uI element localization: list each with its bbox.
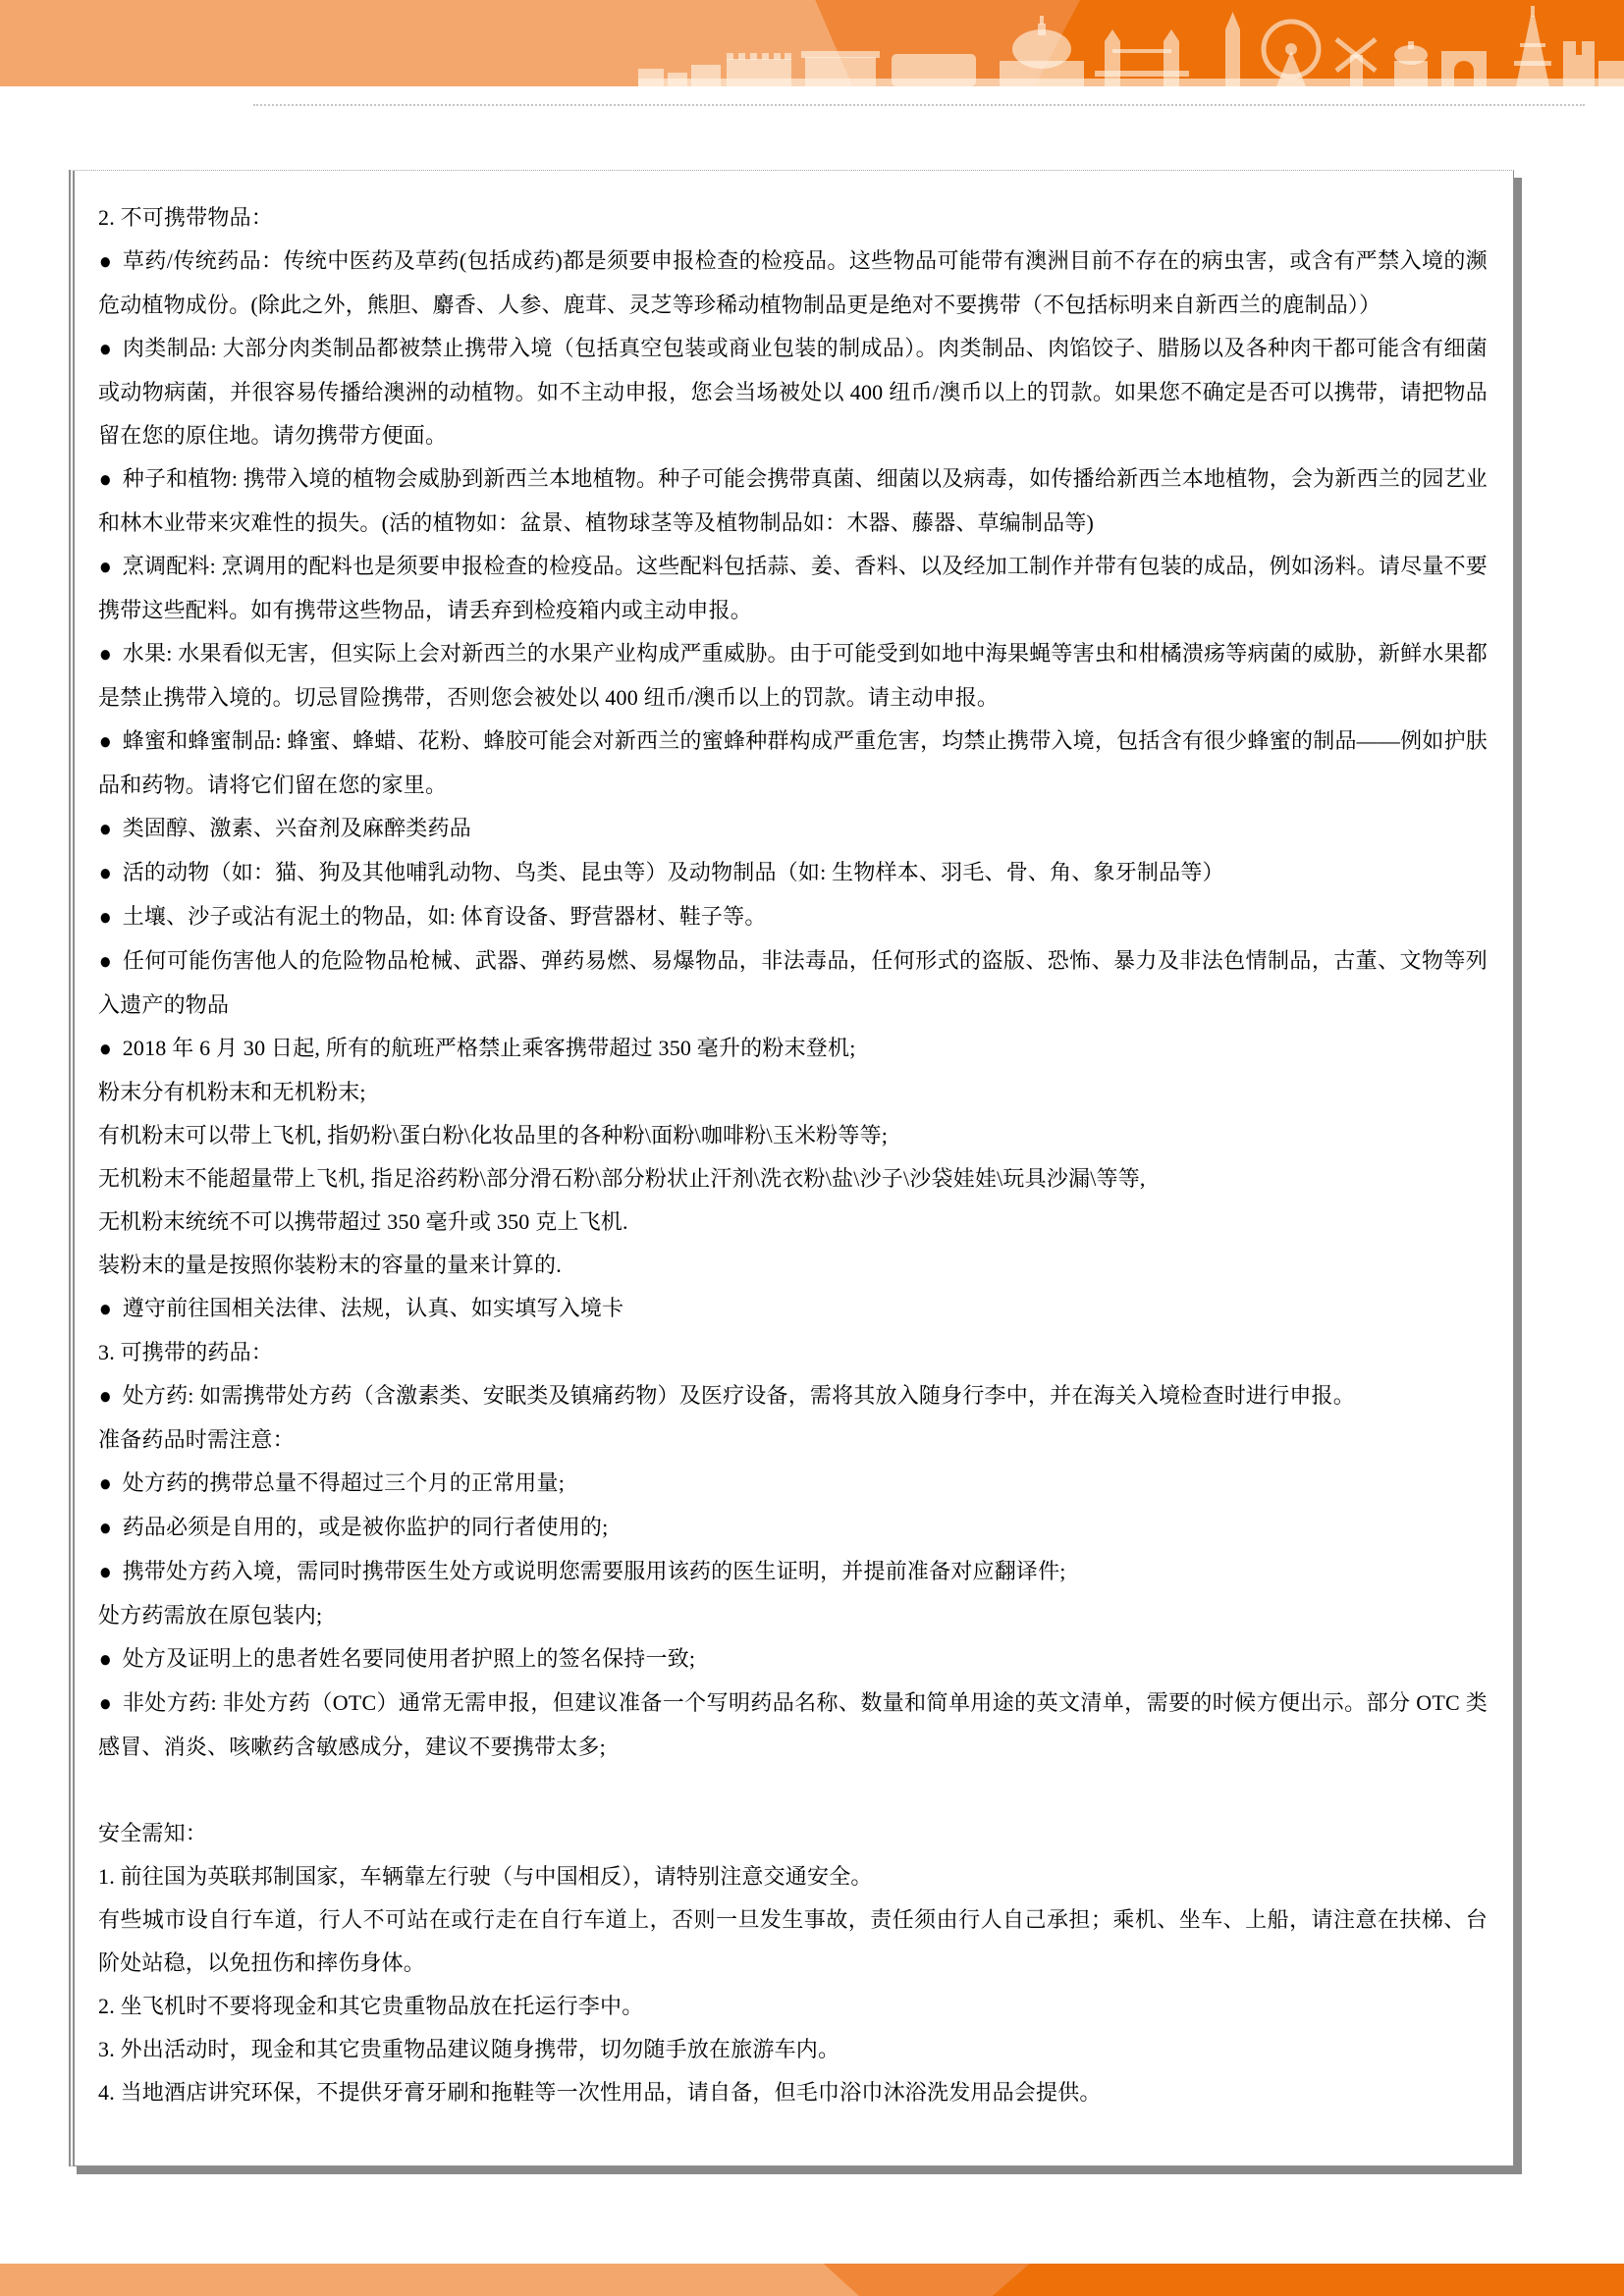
bullet-paragraph: ● 土壤、沙子或沾有泥土的物品，如: 体育设备、野营器材、鞋子等。	[98, 895, 1488, 939]
bullet-paragraph: ● 任何可能伤害他人的危险物品枪械、武器、弹药易燃、易爆物品，非法毒品，任何形式的盗版、恐怖、暴力及非法色情制品，古董、文物等列入遗产的物品	[98, 939, 1488, 1027]
bullet-paragraph: ● 药品必须是自用的，或是被你监护的同行者使用的;	[98, 1506, 1488, 1550]
bullet-icon: ●	[98, 729, 112, 755]
footer-banner	[0, 2264, 1624, 2296]
paragraph: 安全需知：	[98, 1821, 208, 1845]
bullet-paragraph: ● 水果: 水果看似无害，但实际上会对新西兰的水果产业构成严重威胁。由于可能受到如地中海果蝇等害虫和柑橘溃疡等病菌的威胁，新鲜水果都是禁止携带入境的。切忌冒险携带，否则您会被处以 400 纽币/澳币以上的罚款。请主动申报。	[98, 632, 1488, 720]
paragraph: 准备药品时需注意：	[98, 1427, 295, 1452]
bullet-icon: ●	[98, 337, 112, 362]
bullet-paragraph: ● 处方药: 如需携带处方药（含激素类、安眠类及镇痛药物）及医疗设备，需将其放入随身行李中，并在海关入境检查时进行申报。	[98, 1374, 1488, 1418]
paragraph: 4. 当地酒店讲究环保，不提供牙膏牙刷和拖鞋等一次性用品，请自备，但毛巾浴巾沐浴洗发用品会提供。	[98, 2080, 1102, 2105]
paragraph: 无机粉末不能超量带上飞机, 指足浴药粉\部分滑石粉\部分粉状止汗剂\洗衣粉\盐\沙子\沙袋娃娃\玩具沙漏\等等,	[98, 1166, 1146, 1191]
paragraph: 粉末分有机粉末和无机粉末;	[98, 1080, 366, 1104]
bullet-paragraph: ● 烹调配料: 烹调用的配料也是须要申报检查的检疫品。这些配料包括蒜、姜、香料、以及经加工制作并带有包装的成品，例如汤料。请尽量不要携带这些配料。如有携带这些物品，请丢弃到检疫箱内或主动申报。	[98, 545, 1488, 632]
paragraph: 处方药需放在原包装内;	[98, 1603, 323, 1628]
bullet-icon: ●	[98, 1037, 112, 1062]
bullet-icon: ●	[98, 467, 112, 493]
paragraph: 有机粉末可以带上飞机, 指奶粉\蛋白粉\化妆品里的各种粉\面粉\咖啡粉\玉米粉等等;	[98, 1123, 889, 1148]
header-banner	[0, 0, 1624, 86]
bullet-icon: ●	[98, 949, 112, 975]
paragraph: 3. 可携带的药品：	[98, 1340, 274, 1364]
bullet-icon: ●	[98, 1647, 112, 1673]
bullet-icon: ●	[98, 1297, 112, 1322]
paragraph: 2. 坐飞机时不要将现金和其它贵重物品放在托运行李中。	[98, 1994, 644, 2018]
bullet-paragraph: ● 处方及证明上的患者姓名要同使用者护照上的签名保持一致;	[98, 1637, 1488, 1682]
paragraph: 3. 外出活动时，现金和其它贵重物品建议随身携带，切勿随手放在旅游车内。	[98, 2037, 840, 2061]
document-box	[69, 170, 1514, 2166]
bullet-paragraph: ● 类固醇、激素、兴奋剂及麻醉类药品	[98, 807, 1488, 851]
bullet-paragraph: ● 蜂蜜和蜂蜜制品: 蜂蜜、蜂蜡、花粉、蜂胶可能会对新西兰的蜜蜂种群构成严重危害，均禁止携带入境，包括含有很少蜂蜜的制品——例如护肤品和药物。请将它们留在您的家里。	[98, 720, 1488, 807]
bullet-paragraph: ● 草药/传统药品：传统中医药及草药(包括成药)都是须要申报检查的检疫品。这些物品可能带有澳洲目前不存在的病虫害，或含有严禁入境的濒危动植物成份。(除此之外，熊胆、麝香、人参、鹿茸、灵芝等珍稀动植物制品更是绝对不要携带（不包括标明来自新西兰的鹿制品））	[98, 240, 1488, 327]
paragraph: 装粉末的量是按照你装粉末的容量的量来计算的.	[98, 1253, 562, 1277]
bullet-paragraph: ● 处方药的携带总量不得超过三个月的正常用量;	[98, 1462, 1488, 1506]
bullet-icon: ●	[98, 249, 112, 275]
paragraph: 有些城市设自行车道，行人不可站在或行走在自行车道上，否则一旦发生事故，责任须由行人自己承担；乘机、坐车、上船，请注意在扶梯、台阶处站稳，以免扭伤和摔伤身体。	[98, 1907, 1488, 1975]
bullet-icon: ●	[98, 817, 112, 842]
bullet-paragraph: ● 2018 年 6 月 30 日起, 所有的航班严格禁止乘客携带超过 350 毫升的粉末登机;	[98, 1027, 1488, 1071]
paragraph: 1. 前往国为英联邦制国家，车辆靠左行驶（与中国相反），请特别注意交通安全。	[98, 1864, 873, 1889]
bullet-icon: ●	[98, 1384, 112, 1410]
bullet-paragraph: ● 携带处方药入境，需同时携带医生处方或说明您需要服用该药的医生证明，并提前准备对应翻译件;	[98, 1550, 1488, 1594]
bullet-paragraph: ● 肉类制品: 大部分肉类制品都被禁止携带入境（包括真空包装或商业包装的制成品）。肉类制品、肉馅饺子、腊肠以及各种肉干都可能含有细菌或动物病菌，并很容易传播给澳洲的动植物。如不主动申报，您会当场被处以 400 纽币/澳币以上的罚款。如果您不确定是否可以携带，请把物品留在您的原住地。请勿携带方便面。	[98, 327, 1488, 457]
bullet-paragraph: ● 非处方药: 非处方药（OTC）通常无需申报，但建议准备一个写明药品名称、数量和简单用途的英文清单，需要的时候方便出示。部分 OTC 类感冒、消炎、咳嗽药含敏感成分，建议不要携带太多;	[98, 1682, 1488, 1769]
blank-line	[98, 1769, 1488, 1812]
document-text	[98, 196, 1488, 2114]
bullet-icon: ●	[98, 1471, 112, 1497]
footer-dark-stripe	[0, 2264, 1624, 2296]
bullet-paragraph: ● 遵守前往国相关法律、法规，认真、如实填写入境卡	[98, 1287, 1488, 1331]
city-skyline-silhouette-icon	[609, 0, 1624, 86]
bullet-icon: ●	[98, 1516, 112, 1541]
paragraph: 无机粉末统统不可以携带超过 350 毫升或 350 克上飞机.	[98, 1209, 628, 1234]
top-dotted-rule	[253, 104, 1585, 106]
bullet-paragraph: ● 活的动物（如：猫、狗及其他哺乳动物、鸟类、昆虫等）及动物制品（如: 生物样本、羽毛、骨、角、象牙制品等）	[98, 851, 1488, 895]
bullet-icon: ●	[98, 1691, 112, 1717]
bullet-icon: ●	[98, 861, 112, 886]
bullet-icon: ●	[98, 555, 112, 580]
bullet-paragraph: ● 种子和植物: 携带入境的植物会威胁到新西兰本地植物。种子可能会携带真菌、细菌以及病毒，如传播给新西兰本地植物，会为新西兰的园艺业和林木业带来灾难性的损失。(活的植物如：盆景、植物球茎等及植物制品如：木器、藤器、草编制品等)	[98, 457, 1488, 545]
bullet-icon: ●	[98, 905, 112, 931]
bullet-icon: ●	[98, 1560, 112, 1585]
bullet-icon: ●	[98, 642, 112, 667]
paragraph: 2. 不可携带物品：	[98, 205, 274, 230]
